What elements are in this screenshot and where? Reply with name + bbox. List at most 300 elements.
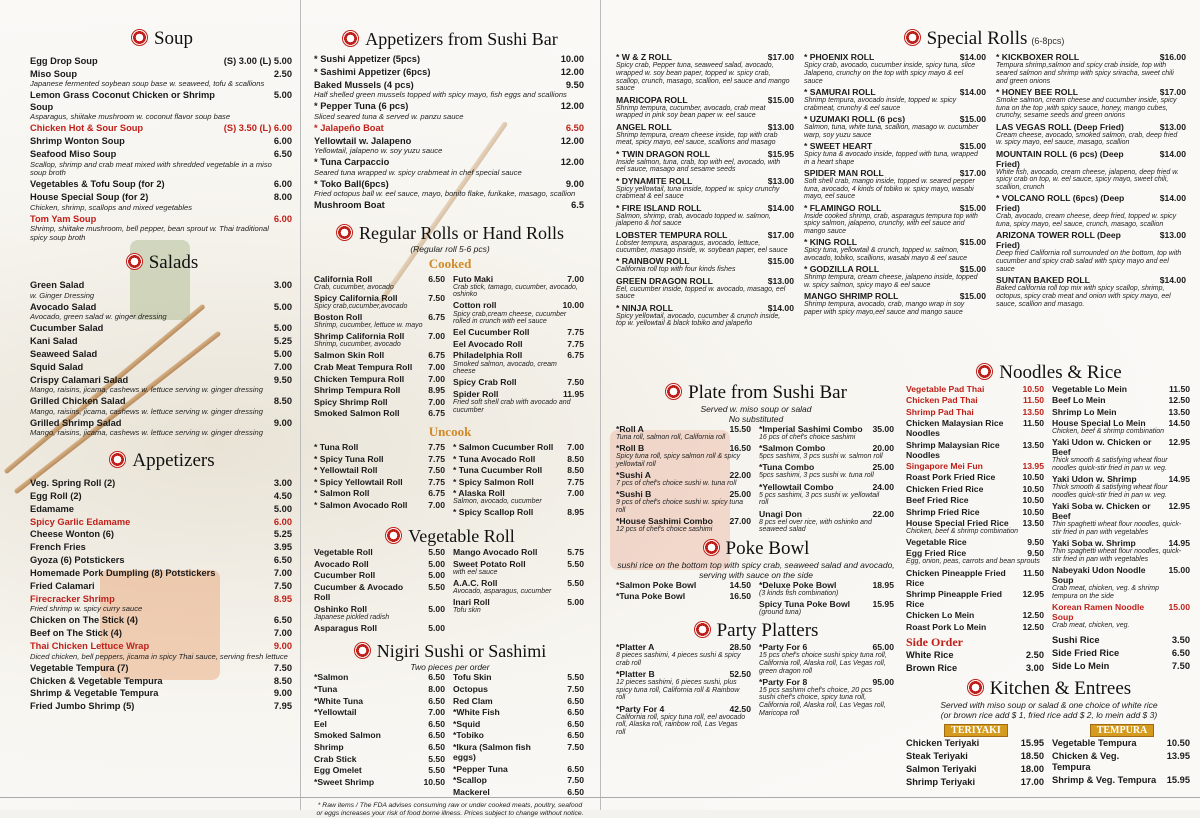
item-description: Inside salmon, tuna, crab, top with eel, avocado, with eel sauce, masago and sesame seeds (616, 158, 781, 174)
poke-list (616, 580, 896, 618)
item-price: 2.50 (1025, 650, 1044, 661)
menu-item (30, 628, 294, 640)
item-price: 8.95 (273, 593, 292, 604)
item-price: 9.50 (273, 374, 292, 385)
item-name: * FLAMINGO ROLL (804, 202, 882, 213)
item-name: Vegetable Rice (906, 537, 967, 548)
item-description: Mango, raisins, jicama, cashews w. lettuce serving w. ginger dressing (30, 385, 263, 395)
item-description: Spicy yellowtail, avocado, cucumber & crunch inside, top w. yellowtail & black tobiko and jalapeño (616, 312, 781, 328)
item-name: Chicken Pineapple Fried Rice (906, 567, 1006, 588)
item-name: * Salmon Roll (314, 488, 370, 499)
item-description: Thin spaghetti wheat flour noodles, quick-stir fried in pan with vegetables (1052, 548, 1182, 564)
item-description: Smoke salmon, cream cheese and cucumber inside, spicy tuna on the top ,with spicy sauce, honey, mango cubes, crunchy, sesame seeds and green onions (996, 96, 1177, 120)
item-name: Crispy Calamari Salad (30, 374, 129, 385)
menu-item (314, 293, 447, 311)
salads-list (30, 280, 294, 438)
menu-item (314, 442, 447, 452)
menu-item (30, 179, 294, 191)
item-price: 6.50 (273, 615, 292, 626)
item-name: * Alaska Roll (453, 488, 505, 499)
item-price: 5.50 (567, 672, 584, 683)
menu-item (314, 80, 586, 100)
menu-item (314, 765, 447, 775)
item-name: *Salmon (314, 672, 349, 683)
item-price: 5.50 (428, 581, 445, 592)
menu-item (759, 482, 896, 508)
item-name: Eel (314, 718, 327, 729)
item-price: 7.75 (428, 453, 445, 464)
item-name: LAS VEGAS ROLL (Deep Fried) (996, 121, 1124, 132)
logo-icon (967, 679, 984, 696)
item-name: Vegetable Lo Mein (1052, 384, 1127, 394)
menu-item (314, 777, 447, 787)
item-price: $14.00 (1159, 148, 1186, 159)
item-name: Oshinko Roll (314, 603, 367, 614)
item-price: 10.50 (423, 776, 445, 787)
item-name: Chicken Teriyaki (906, 738, 980, 749)
item-price: 5.00 (428, 570, 445, 581)
section-title-nigiri: Nigiri Sushi or Sashimi (314, 640, 586, 662)
menu-item (453, 274, 586, 299)
section-title-app-sushi: Appetizers from Sushi Bar (314, 28, 586, 50)
item-name: SPIDER MAN ROLL (804, 167, 884, 178)
item-price: 15.00 (1168, 565, 1190, 576)
menu-item (314, 488, 447, 498)
item-name: Baked Mussels (4 pcs) (314, 79, 414, 90)
menu-item (314, 179, 586, 199)
item-name: * KICKBOXER ROLL (996, 52, 1080, 62)
menu-item (906, 650, 1046, 662)
item-price: 18.50 (1020, 750, 1044, 761)
menu-item (30, 688, 294, 700)
item-price: 11.50 (1022, 567, 1044, 578)
item-name: Shrimp Tempura Roll (314, 385, 401, 396)
item-price: 12.50 (1022, 621, 1044, 632)
item-description: Shrimp, shiitake mushroom, bell pepper, bean sprout w. Thai traditional spicy soup broth (30, 224, 269, 242)
menu-item (314, 200, 586, 212)
item-price: 12.50 (1168, 395, 1190, 406)
menu-item (996, 275, 1188, 308)
item-name: Spicy Shrimp Roll (314, 396, 388, 407)
item-price: 6.50 (567, 695, 584, 706)
item-price: 13.50 (1022, 406, 1044, 417)
logo-icon (336, 224, 353, 241)
item-price: $14.00 (1159, 275, 1186, 286)
poke-subtitle: sushi rice on the bottom top with spicy crab, seaweed salad and avocado, serving with sauce on the side (617, 559, 895, 580)
logo-icon (976, 363, 993, 380)
logo-icon (354, 642, 371, 659)
item-name: Salmon Skin Roll (314, 350, 385, 361)
menu-item (314, 408, 447, 418)
item-price: 14.50 (1168, 418, 1190, 429)
item-price: 4.50 (273, 490, 292, 501)
item-price: 6.00 (273, 136, 292, 147)
menu-item (804, 203, 988, 236)
item-price: $17.00 (1159, 86, 1186, 97)
item-price: 15.95 (1166, 775, 1190, 786)
menu-item (453, 707, 586, 717)
item-name: Cotton roll (453, 300, 497, 311)
item-name: Egg Fried Rice (906, 548, 967, 559)
item-name: Shrimp & Veg. Tempura (1052, 775, 1157, 786)
kitchen-list (906, 720, 1192, 790)
item-name: Fried Jumbo Shrimp (5) (30, 701, 135, 712)
menu-item (30, 323, 294, 335)
menu-item (759, 580, 896, 598)
item-name: Tom Yam Soup (30, 213, 97, 224)
item-price: 5.00 (428, 558, 445, 569)
item-price: 35.00 (872, 424, 894, 434)
item-description: Scallop, shrimp and crab meat mixed with shredded vegetable in a miso soup broth (30, 159, 272, 178)
cooked-list (314, 274, 586, 420)
column-2 (314, 0, 586, 817)
item-price: 9.50 (1027, 537, 1044, 548)
item-description: 5 pcs sashimi, 3 pcs sushi w. yellowtail roll (759, 491, 880, 507)
menu-item (30, 56, 294, 68)
column-divider (600, 0, 601, 810)
menu-item (453, 339, 586, 349)
item-name: SUNTAN BAKED ROLL (996, 275, 1090, 286)
item-price: 7.50 (567, 741, 584, 752)
menu-item (906, 484, 1046, 494)
tempura-badge: TEMPURA (1090, 724, 1155, 737)
menu-item (30, 280, 294, 300)
item-name: * DYNAMITE ROLL (616, 175, 693, 186)
menu-item (314, 570, 447, 580)
item-name: * Salmon Cucumber Roll (453, 441, 554, 452)
plate-subtitle-2: No substituted (728, 414, 784, 424)
item-name: Grilled Chicken Salad (30, 396, 126, 407)
item-price: 6.50 (428, 718, 445, 729)
menu-item (314, 374, 447, 384)
item-description: 8 pieces sashimi, 4 pieces sushi & spicy crab roll (616, 651, 741, 667)
item-name: Shrimp (314, 741, 344, 752)
item-name: * UZUMAKI ROLL (6 pcs) (804, 113, 906, 124)
item-name: Spicy Garlic Edamame (30, 516, 131, 527)
item-name: *Sweet Shrimp (314, 776, 375, 787)
item-name: Chicken Tempura Roll (314, 373, 405, 384)
item-name: Green Salad (30, 280, 85, 291)
item-price: 7.00 (567, 441, 584, 452)
item-price: 9.00 (565, 178, 584, 189)
item-name: Shrimp & Vegetable Tempura (30, 688, 159, 699)
item-price: 7.00 (428, 361, 445, 372)
menu-item (1052, 501, 1192, 537)
item-price: 12.50 (1022, 610, 1044, 621)
item-price: 5.25 (273, 529, 292, 540)
section-title-appetizers: Appetizers (30, 450, 294, 472)
item-price: 20.00 (872, 443, 894, 454)
menu-item (616, 642, 753, 668)
item-price: $17.00 (767, 52, 794, 62)
item-price: 7.00 (428, 707, 445, 718)
item-name: Cucumber & Avocado Roll (314, 581, 404, 603)
item-description: Tuna roll, salmon roll, California roll (616, 434, 726, 441)
item-price: 7.50 (428, 465, 445, 476)
item-name: Crab Meat Tempura Roll (314, 361, 413, 372)
item-name: * Pepper Tuna (6 pcs) (314, 101, 409, 112)
menu-item (804, 237, 988, 263)
item-name: ANGEL ROLL (616, 121, 672, 132)
menu-item (453, 300, 586, 325)
item-price: 25.00 (729, 489, 751, 500)
item-price: 5.50 (428, 765, 445, 776)
menu-item (906, 537, 1046, 547)
item-price: 5.50 (567, 558, 584, 569)
item-price: 6.75 (567, 350, 584, 361)
item-name: Avocado Salad (30, 301, 97, 312)
item-price: 11.50 (1168, 384, 1190, 394)
app-sushi-list (314, 54, 586, 212)
logo-icon (665, 383, 682, 400)
menu-item (30, 69, 294, 89)
item-price: 5.75 (567, 547, 584, 558)
item-price: 8.50 (567, 465, 584, 476)
side-order (906, 635, 1192, 676)
item-description: White fish, avocado, cream cheese, jalapeno, deep fried w. spicy crab on top, w. eel sauce, spicy mayo, sweet chili, scallion, crunch (996, 168, 1179, 192)
item-name: MARICOPA ROLL (616, 94, 688, 105)
item-name: * Salmon Avocado Roll (314, 499, 408, 510)
menu-item (314, 559, 447, 569)
item-name: Edamame (30, 503, 74, 514)
menu-item (30, 663, 294, 675)
menu-item (1052, 418, 1192, 436)
item-description: Diced chicken, bell peppers, jicama in spicy Thai sauce, serving fresh lettuce (30, 651, 288, 661)
item-price: $17.00 (959, 167, 986, 178)
menu-item (314, 136, 586, 156)
section-title-soup: Soup (30, 28, 294, 50)
menu-item (453, 730, 586, 740)
item-name: * SWEET HEART (804, 140, 873, 151)
menu-item (314, 684, 447, 694)
menu-item (314, 465, 447, 475)
menu-item (906, 407, 1046, 417)
menu-item (314, 547, 447, 557)
menu-item (616, 95, 796, 121)
item-price: 25.00 (872, 462, 894, 473)
item-price: 9.50 (1027, 548, 1044, 559)
soup-list (30, 56, 294, 242)
menu-item (30, 214, 294, 243)
item-description: 12 pcs of chef's choice sashimi (616, 526, 713, 534)
item-price: 12.00 (560, 66, 584, 77)
teriyaki-badge: TERIYAKI (944, 724, 1008, 737)
item-name: Mango Avocado Roll (453, 547, 538, 558)
menu-item (453, 578, 586, 596)
item-name: Shrimp Pad Thai (906, 406, 974, 417)
item-price: 7.50 (567, 684, 584, 695)
menu-item (1052, 602, 1192, 630)
item-name: House Special Fried Rice (906, 517, 1009, 528)
menu-item (30, 90, 294, 122)
menu-item (30, 375, 294, 395)
menu-item (906, 610, 1046, 620)
menu-item (453, 684, 586, 694)
item-price: 13.50 (1022, 439, 1044, 450)
menu-item (906, 764, 1046, 776)
menu-item (616, 256, 796, 274)
menu-item (616, 230, 796, 256)
item-price: 12.95 (1022, 589, 1044, 600)
item-name: *Scallop (453, 775, 487, 786)
menu-item (30, 336, 294, 348)
item-price: 10.50 (1022, 495, 1044, 506)
item-name: Philadelphia Roll (453, 350, 523, 361)
item-name: Korean Ramen Noodle Soup (1052, 602, 1145, 623)
item-description: Seared tuna wrapped w. spicy crabmeat in chef special sauce (314, 167, 522, 177)
item-price: 6.50 (273, 149, 292, 160)
item-name: Sushi Rice (1052, 635, 1100, 646)
item-price: 5.00 (273, 349, 292, 360)
item-description: Soft shell crab, mango inside, topped w. seared pepper tuna, avocado, 4 kinds of tobiko w. spicy mayo, wasabi mayo, eel sauce (804, 177, 975, 201)
item-name: * Tuna Roll (314, 441, 359, 452)
item-name: Vegetable Tempura (7) (30, 662, 129, 673)
item-name: Chicken & Veg. Tempura (1052, 750, 1120, 773)
item-price: $17.00 (767, 229, 794, 240)
item-price: 7.50 (428, 292, 445, 303)
menu-item (616, 52, 796, 93)
menu-item (453, 547, 586, 557)
item-price: 3.00 (1025, 663, 1044, 674)
item-name: Smoked Salmon (314, 730, 381, 741)
menu-item (30, 568, 294, 580)
menu-item (1052, 751, 1192, 774)
menu-item (314, 397, 447, 407)
item-name: Chicken Malaysian Rice Noodles (906, 418, 1004, 439)
menu-item (30, 192, 294, 212)
menu-item (314, 742, 447, 752)
item-name: *Platter B (616, 668, 655, 679)
item-name: Shrimp Malaysian Rice Noodles (906, 439, 1000, 460)
section-title-plate: Plate from Sushi Bar (616, 382, 896, 404)
item-price: 7.00 (273, 361, 292, 372)
item-price: 12.00 (560, 135, 584, 146)
item-description: Thin spaghetti wheat flour noodles, quick-stir fried in pan with vegetables (1052, 521, 1182, 537)
menu-item (804, 52, 988, 85)
menu-item (759, 424, 896, 442)
item-description: Spicy tuna & avocado inside, topped with tuna, wrapped in a heart shape (804, 150, 978, 166)
item-name: Vegetables & Tofu Soup (for 2) (30, 179, 165, 190)
item-price: 13.95 (1166, 750, 1190, 761)
item-price: $16.00 (1159, 52, 1186, 62)
item-name: Kani Salad (30, 336, 78, 347)
item-price: 7.00 (567, 273, 584, 284)
menu-item (759, 642, 896, 675)
item-name: * VOLCANO ROLL (6pcs) (Deep Fried) (996, 193, 1125, 214)
item-price: 15.95 (872, 598, 894, 609)
item-name: MOUNTAIN ROLL (6 pcs) (Deep Fried) (996, 148, 1124, 169)
regular-subtitle: (Regular roll 5-6 pcs) (410, 243, 490, 254)
item-description: Asparagus, shiitake mushroom w. coconut flavor soup base (30, 112, 231, 122)
item-price: 6.50 (428, 741, 445, 752)
item-description: Spicy yellowtail, tuna inside, topped w. spicy crunchy crabmeat & eel sauce (616, 185, 780, 201)
item-name: * Tuna Cucumber Roll (453, 465, 543, 476)
item-price: 14.50 (729, 579, 751, 590)
party-list (616, 642, 896, 739)
item-description: (3 kinds fish combination) (759, 589, 839, 597)
item-name: * Spicy Tuna Roll (314, 453, 384, 464)
menu-item (314, 101, 586, 121)
item-price: 3.00 (273, 280, 292, 291)
item-name: * HONEY BEE ROLL (996, 86, 1078, 97)
menu-item (314, 672, 447, 682)
item-price: 6.50 (565, 122, 584, 133)
section-title-salads: Salads (30, 252, 294, 274)
menu-item (906, 589, 1046, 609)
menu-item (906, 518, 1046, 536)
menu-item (616, 489, 753, 515)
item-name: White Rice (906, 650, 954, 661)
item-description: Cream cheese, avocado, smoked salmon, crab, deep fried w. spicy mayo, eel sauce, masago, scallion (996, 131, 1178, 147)
item-name: LOBSTER TEMPURA ROLL (616, 229, 728, 240)
menu-item (906, 751, 1046, 763)
item-name: Eel Avocado Roll (453, 338, 523, 349)
item-name: Shrimp Pineapple Fried Rice (906, 589, 1002, 610)
item-name: *Deluxe Poke Bowl (759, 579, 837, 590)
item-name: Cucumber Roll (314, 570, 376, 581)
menu-item (906, 663, 1046, 675)
item-description: Eel, cucumber inside, topped w. avocado, masago, eel sauce (616, 285, 786, 301)
item-price: 8.50 (273, 675, 292, 686)
item-price: $13.00 (1159, 121, 1186, 132)
menu-item (30, 491, 294, 503)
item-description: Japanese fermented soybean soup base w. seaweed, tofu & scallions (30, 79, 265, 89)
item-description: 9 pcs of chef's choice sushi w. spicy tuna roll (616, 499, 744, 515)
item-description: Avocado, asparagus, cucumber (453, 588, 552, 596)
uncook-list (314, 442, 586, 519)
menu-item (1052, 661, 1192, 673)
logo-icon (385, 527, 402, 544)
item-name: *Salmon Poke Bowl (616, 579, 697, 590)
item-name: Thai Chicken Lettuce Wrap (30, 641, 150, 652)
item-name: * Spicy Yellowtail Roll (314, 476, 403, 487)
item-name: Shrimp California Roll (314, 331, 405, 342)
item-name: Spider Roll (453, 388, 499, 399)
item-price: 5.00 (567, 597, 584, 608)
menu-item (314, 604, 447, 622)
item-name: MANGO SHRIMP ROLL (804, 291, 899, 302)
item-name: Beef Lo Mein (1052, 395, 1106, 406)
item-price: 9.00 (273, 417, 292, 428)
menu-item (453, 775, 586, 785)
menu-item (30, 615, 294, 627)
menu-item (616, 704, 753, 737)
item-name: Roast Pork Lo Mein (906, 621, 987, 632)
item-name: Avocado Roll (314, 558, 369, 569)
item-price: 5.50 (428, 547, 445, 558)
item-price: 12.00 (560, 157, 584, 168)
item-price: $15.00 (959, 202, 986, 213)
item-price: 9.50 (565, 79, 584, 90)
menu-item (906, 472, 1046, 482)
item-name: Unagi Don (759, 508, 802, 519)
plate-section (616, 378, 896, 738)
item-description: Salmon, tuna, white tuna, scallion, masago w. cucumber warp, soy yuzu sauce (804, 123, 979, 139)
item-name: Yaki Udon w. Shrimp (1052, 474, 1137, 485)
item-price: $15.00 (959, 291, 986, 302)
section-title-special: Special Rolls (6-8pcs) (616, 28, 1192, 52)
logo-icon (109, 451, 126, 468)
item-name: * GODZILLA ROLL (804, 264, 880, 275)
menu-item (453, 787, 586, 797)
menu-item (314, 157, 586, 177)
item-description: Japanese pickled radish (314, 613, 390, 621)
item-name: *Tuna (314, 684, 338, 695)
menu-item (906, 395, 1046, 405)
item-price: $15.00 (959, 264, 986, 275)
item-description: Mango, raisins, jicama, cashews w. lettuce serving w. ginger dressing (30, 428, 263, 438)
item-name: Gyoza (6) Potstickers (30, 555, 125, 566)
